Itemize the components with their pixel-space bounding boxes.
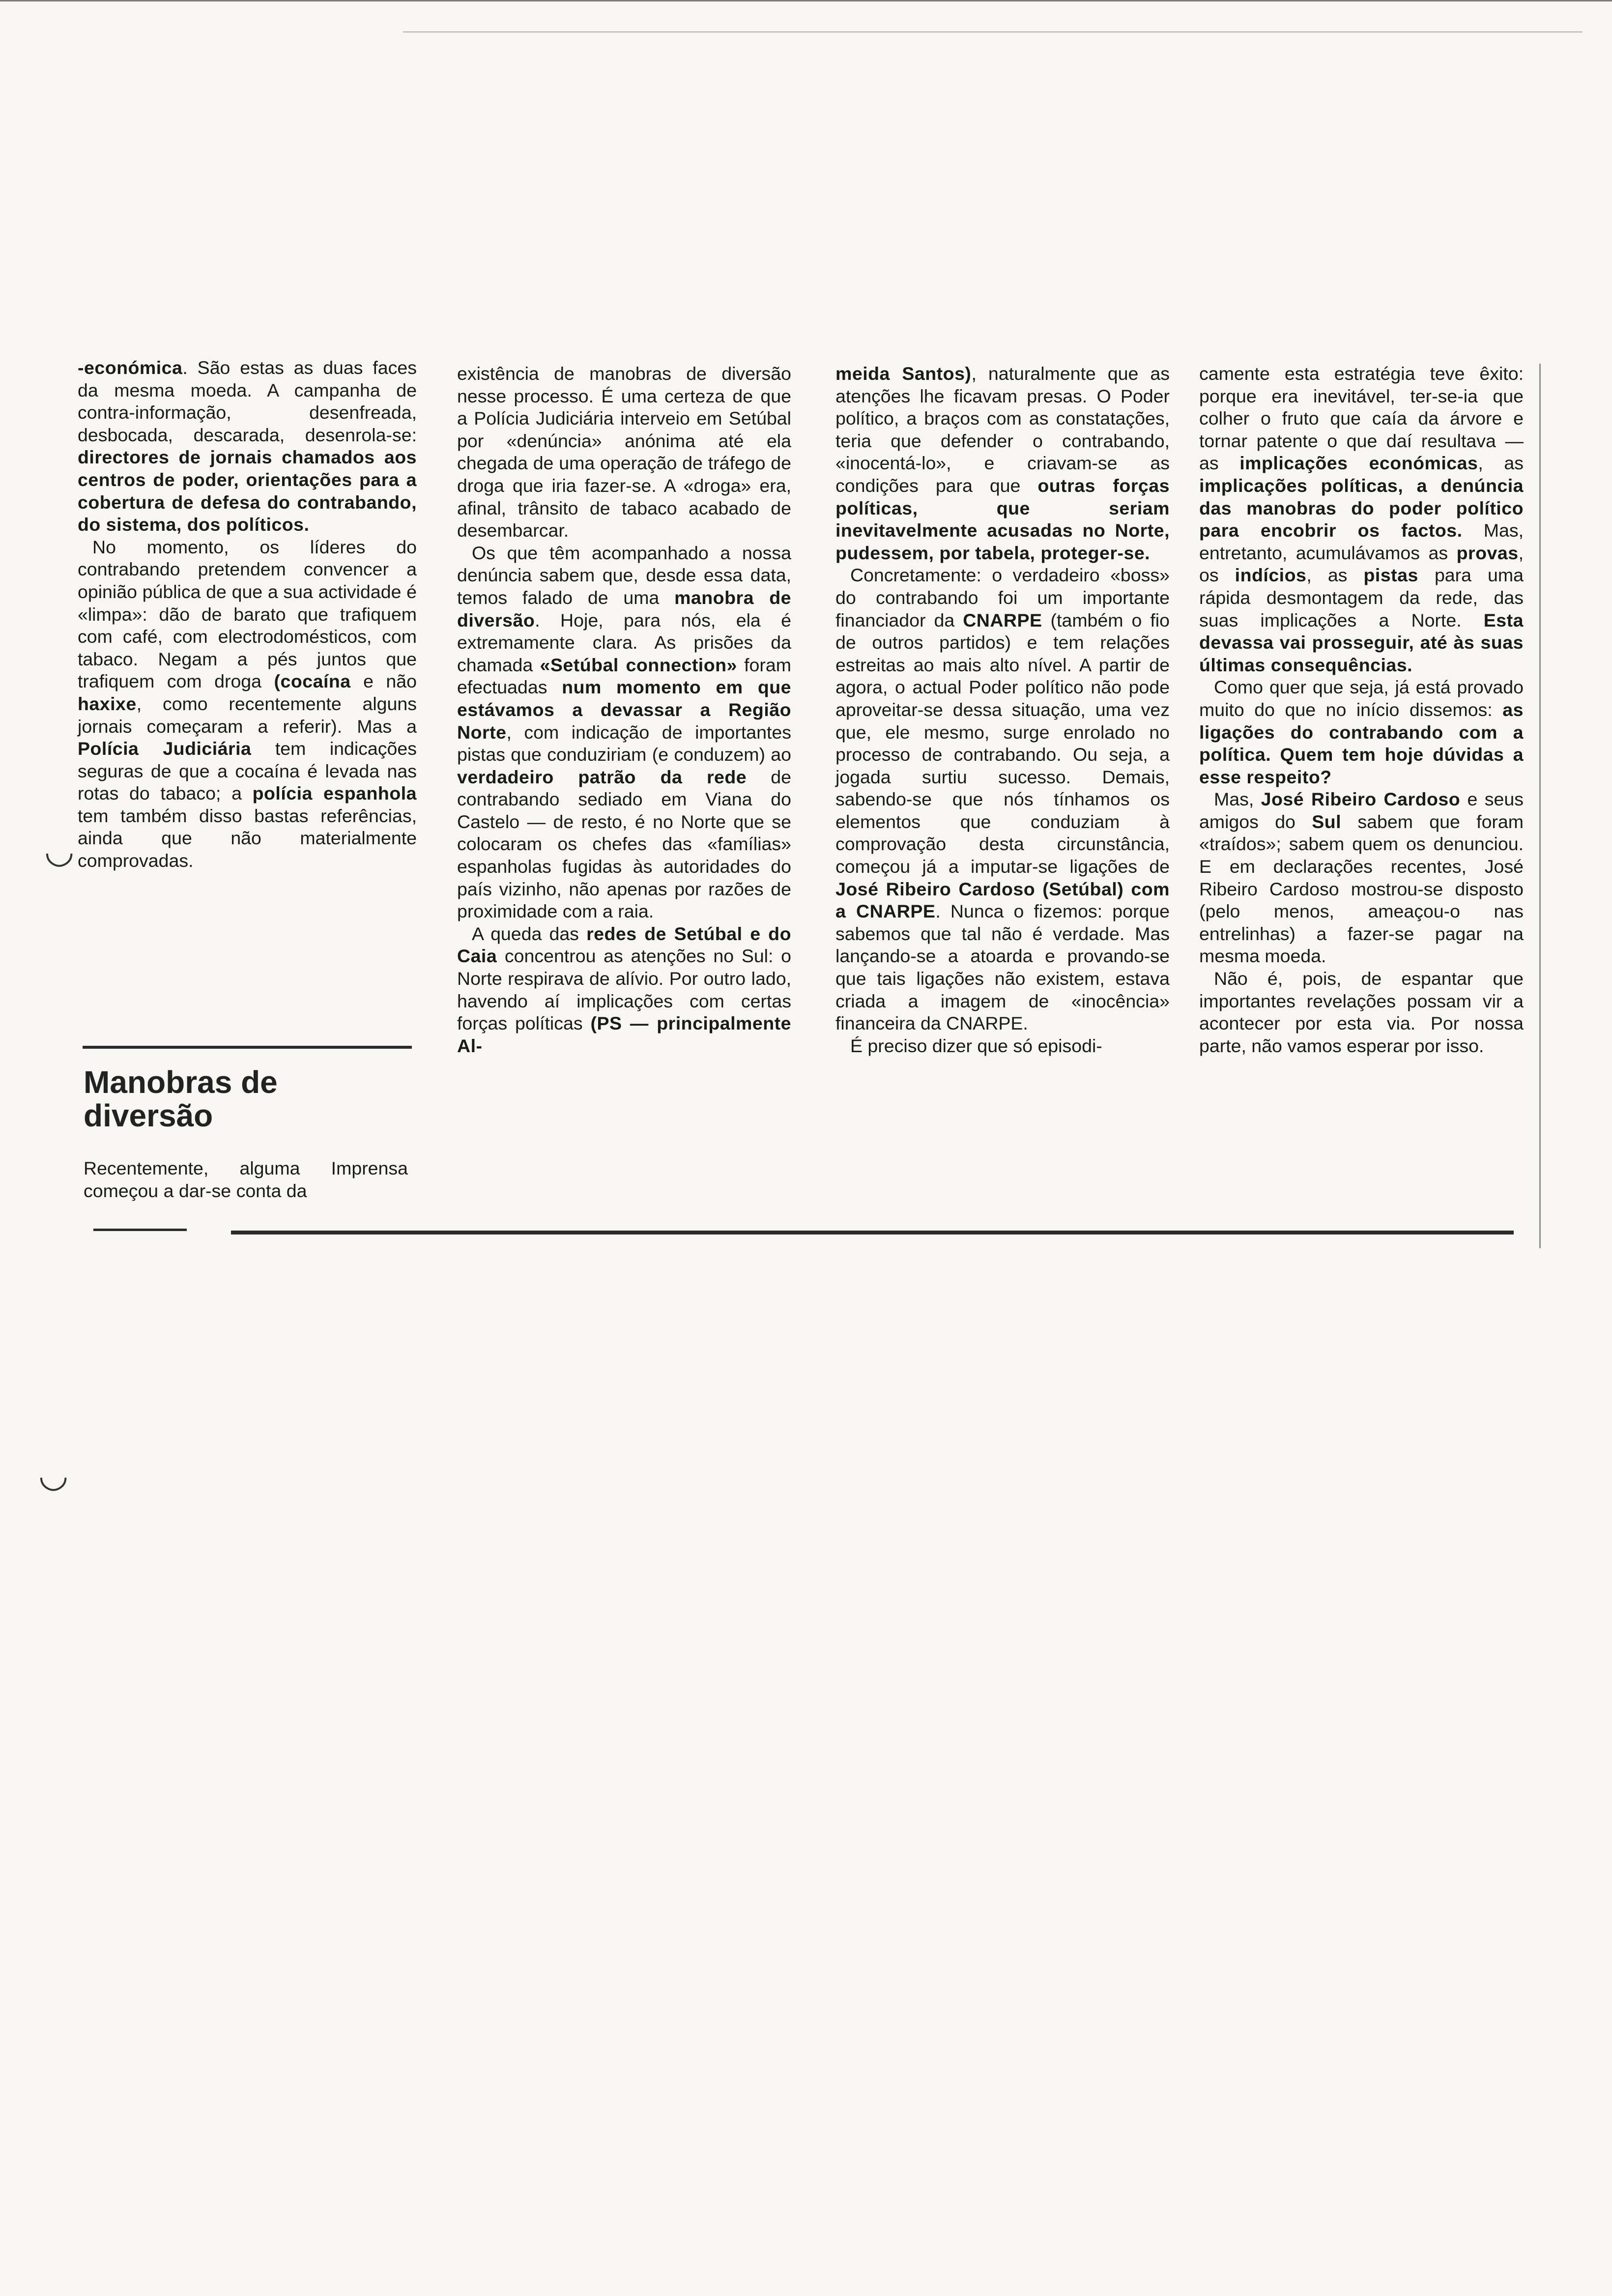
col4-right-rule bbox=[1539, 364, 1541, 1248]
col1-paragraph-2: No momento, os líderes do contrabando pretendem convencer a opinião pública de que a sua actividade é «limpa»: dão de barato que trafiquem com café, com electrodomésticos, com tabaco. Negam a pés juntos que trafiquem com droga (cocaína e não haxixe, como recentemente alguns jornais começaram a referir). Mas a Polícia Judiciária tem indicações seguras de que a cocaína é levada nas rotas do tabaco; a polícia espanhola tem também disso bastas referências, ainda que não materialmente comprovadas. bbox=[78, 536, 417, 871]
section-rule bbox=[83, 1046, 412, 1049]
section-first-line: Recentemente, alguma Imprensa começou a dar-se conta da bbox=[84, 1158, 408, 1201]
bottom-rule bbox=[231, 1231, 1514, 1234]
col4-paragraph-2: Como quer que seja, já está provado muito do que no início dissemos: as ligações do contrabando com a política. Quem tem hoje dúvidas a esse respeito? bbox=[1199, 677, 1524, 787]
bottom-rule-left bbox=[93, 1229, 187, 1231]
col3-paragraph-3: É preciso dizer que só episodi- bbox=[850, 1035, 1102, 1056]
top-dash-line bbox=[403, 31, 1583, 32]
col3-paragraph-1: meida Santos), naturalmente que as atenções lhe ficavam presas. O Poder político, a braços com as constatações, teria que defender o contrabando, «inocentá-lo», e criavam-se as condições para que outras forças políticas, que seriam inevitavelmente acusadas no Norte, pudessem, por tabela, proteger-se. bbox=[835, 363, 1170, 563]
article-column-4 bbox=[1199, 363, 1524, 1057]
article-column-1 bbox=[78, 357, 417, 872]
col2-paragraph-2: Os que têm acompanhado a nossa denúncia sabem que, desde essa data, temos falado de uma manobra de diversão. Hoje, para nós, ela é extremamente clara. As prisões da chamada «Setúbal connection» foram efectuadas num momento em que estávamos a devassar a Região Norte, com indicação de importantes pistas que conduziriam (e conduzem) ao verdadeiro patrão da rede de contrabando sediado em Viana do Castelo — de resto, é no Norte que se colocaram os chefes das «famílias» espanholas fugidas às autoridades do país vizinho, não apenas por razões de proximidade com a raia. bbox=[457, 542, 792, 922]
col1-paragraph-1: -económica. São estas as duas faces da mesma moeda. A campanha de contra-informação, desenfreada, desbocada, descarada, desenrola-se: directores de jornais chamados aos centros de poder, orientações para a cobertura de defesa do contrabando, do sistema, dos políticos. bbox=[78, 357, 417, 535]
col2-paragraph-1: existência de manobras de diversão nesse processo. É uma certeza de que a Polícia Judiciária interveio em Setúbal por «denúncia» anónima até ela chegada de uma operação de tráfego de droga que iria fazer-se. A «droga» era, afinal, trânsito de tabaco acabado de desembarcar. bbox=[457, 363, 791, 541]
article-column-3 bbox=[835, 363, 1170, 1057]
article-column-2 bbox=[457, 363, 791, 1057]
col4-paragraph-3: Mas, José Ribeiro Cardoso e seus amigos do Sul sabem que foram «traídos»; sabem quem os denunciou. E em declarações recentes, José Ribeiro Cardoso mostrou-se disposto (pelo menos, ameaçou-o nas entrelinhas) a fazer-se pagar na mesma moeda. bbox=[1199, 789, 1524, 967]
scan-mark-curve-2: ◡ bbox=[44, 832, 75, 870]
top-scan-line bbox=[0, 0, 1612, 1]
section-heading: Manobras de diversão bbox=[84, 1064, 278, 1133]
col2-paragraph-3: A queda das redes de Setúbal e do Caia concentrou as atenções no Sul: o Norte respirava de alívio. Por outro lado, havendo aí implicações com certas forças políticas (PS — principalmente Al- bbox=[457, 923, 791, 1056]
col3-paragraph-2: Concretamente: o verdadeiro «boss» do contrabando foi um importante financiador da CNARPE (também o fio de outros partidos) e tem relações estreitas ao mais alto nível. A partir de agora, o actual Poder político não pode aproveitar-se dessa situação, uma vez que, ele mesmo, surge enrolado no processo de contrabando. Ou seja, a jogada surtiu sucesso. Demais, sabendo-se que nós tínhamos os elementos que conduziam à comprovação desta circunstância, começou já a imputar-se ligações de José Ribeiro Cardoso (Setúbal) com a CNARPE. Nunca o fizemos: porque sabemos que tal não é verdade. Mas lançando-se a atoarda e provando-se que tais ligações não existem, estava criada a imagem de «inocência» financeira da CNARPE. bbox=[835, 565, 1170, 1034]
col4-paragraph-4: Não é, pois, de espantar que importantes revelações possam vir a acontecer por esta via. Por nossa parte, não vamos esperar por isso. bbox=[1199, 968, 1524, 1056]
scan-mark-curve: ◡ bbox=[38, 1456, 69, 1494]
col4-paragraph-1: camente esta estratégia teve êxito: porque era inevitável, ter-se-ia que colher o fruto que caía da árvore e tornar patente o que daí resultava — as implicações económicas, as implicações políticas, a denúncia das manobras do poder político para encobrir os factos. Mas, entretanto, acumulávamos as provas, os indícios, as pistas para uma rápida desmontagem da rede, das suas implicações a Norte. Esta devassa vai prosseguir, até às suas últimas consequências. bbox=[1199, 363, 1524, 675]
